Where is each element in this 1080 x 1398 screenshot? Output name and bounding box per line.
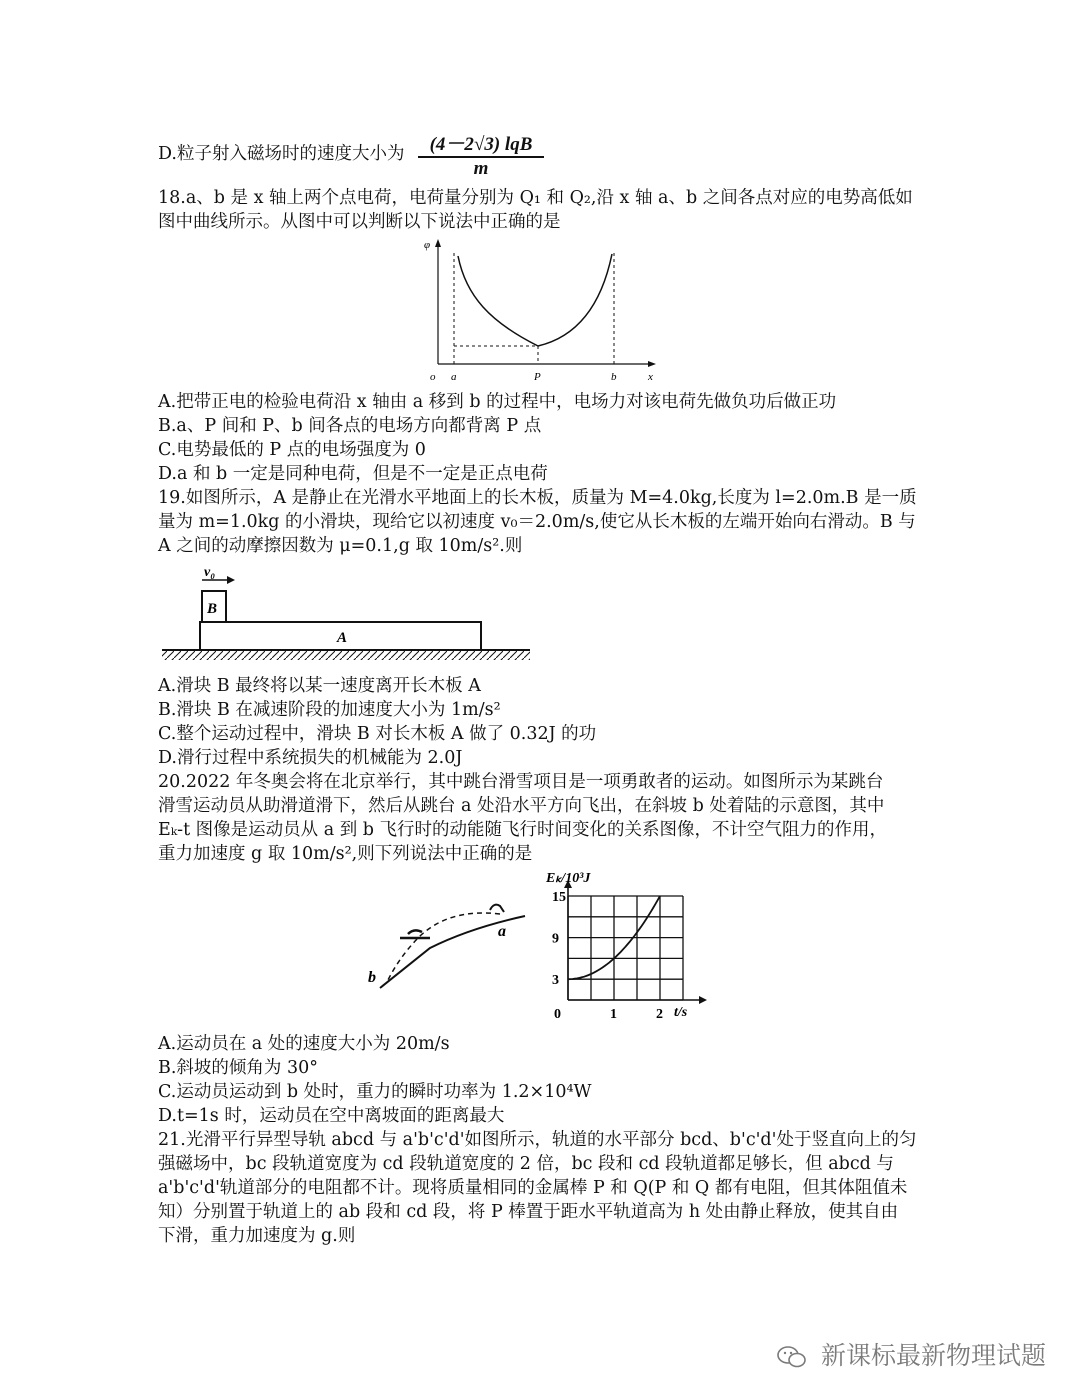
q19-stem-line-3: A 之间的动摩擦因数为 μ=0.1,g 取 10m/s².则 (158, 536, 523, 556)
q19-board-a-label: A (337, 630, 348, 646)
q19-option-c: C.整个运动过程中，滑块 B 对长木板 A 做了 0.32J 的功 (158, 724, 597, 744)
q19-block-b-label: B (207, 601, 218, 617)
q18-potential-figure (420, 234, 670, 386)
q21-line-4: 知）分别置于轨道上的 ab 段和 cd 段，将 P 棒置于距水平轨道高为 h 处由静止释放，使其自由 (158, 1202, 899, 1222)
q19-v0-label: v₀ (204, 565, 216, 580)
q20-ek-t-chart (538, 864, 708, 1024)
q18-a-label: a (451, 371, 457, 383)
q20-ski-sketch (360, 888, 540, 996)
q18-stem-line-1: 18.a、b 是 x 轴上两个点电荷，电荷量分别为 Q₁ 和 Q₂,沿 x 轴 a、b 之间各点对应的电势高低如 (158, 188, 913, 208)
q20-option-c: C.运动员运动到 b 处时，重力的瞬时功率为 1.2×10⁴W (158, 1082, 592, 1102)
q19-option-a: A.滑块 B 最终将以某一速度离开长木板 A (158, 676, 481, 696)
q21-line-1: 21.光滑平行异型导轨 abcd 与 a'b'c'd'如图所示，轨道的水平部分 bcd、b'c'd'处于竖直向上的匀 (158, 1130, 917, 1150)
q20-stem-line-4: 重力加速度 g 取 10m/s²,则下列说法中正确的是 (158, 844, 533, 864)
q19-stem-line-1: 19.如图所示，A 是静止在光滑水平地面上的长木板，质量为 M=4.0kg,长度为 l=2.0m.B 是一质 (158, 488, 917, 508)
q21-line-3: a'b'c'd'轨道部分的电阻都不计。现将质量相同的金属棒 P 和 Q(P 和 Q 都有电阻，但其体阻值未 (158, 1178, 908, 1198)
q20-point-a: a (498, 923, 506, 940)
q20-stem-line-2: 滑雪运动员从助滑道滑下，然后从跳台 a 处沿水平方向飞出，在斜坡 b 处着陆的示意图，其中 (158, 796, 885, 816)
q20-option-d: D.t=1s 时，运动员在空中离坡面的距离最大 (158, 1106, 505, 1126)
q20-option-b: B.斜坡的倾角为 30° (158, 1058, 319, 1078)
fraction-numerator: (4－2√3) lqB (418, 134, 544, 158)
q18-option-a: A.把带正电的检验电荷沿 x 轴由 a 移到 b 的过程中，电场力对该电荷先做负功后做正功 (158, 392, 837, 412)
q19-option-b: B.滑块 B 在减速阶段的加速度大小为 1m/s² (158, 700, 501, 720)
x-axis-arrow (699, 996, 707, 1004)
y-tick-label: 15 (552, 890, 566, 905)
q19-stem-line-2: 量为 m=1.0kg 的小滑块，现给它以初速度 v₀＝2.0m/s,使它从长木板的左端开始向右滑动。B 与 (158, 512, 916, 532)
q18-option-d: D.a 和 b 一定是同种电荷，但是不一定是正点电荷 (158, 464, 548, 484)
q20-stem-line-1: 20.2022 年冬奥会将在北京举行，其中跳台滑雪项目是一项勇敢者的运动。如图所示为某跳台 (158, 772, 884, 792)
q18-origin-label: o (430, 371, 436, 383)
q19-option-d: D.滑行过程中系统损失的机械能为 2.0J (158, 748, 463, 768)
q18-option-c: C.电势最低的 P 点的电场强度为 0 (158, 440, 426, 460)
q19-board-figure (160, 560, 532, 668)
watermark (777, 1336, 1046, 1372)
q18-option-b: B.a、P 间和 P、b 间各点的电场方向都背离 P 点 (158, 416, 542, 436)
q20-point-b: b (368, 969, 376, 986)
q18-y-axis-label: φ (424, 239, 431, 251)
q17-option-d (158, 142, 404, 166)
chart-axes (564, 880, 707, 1004)
x-tick-label: 0 (554, 1007, 561, 1022)
q20-y-axis-label: Eₖ/10³J (546, 871, 591, 886)
x-tick-label: 1 (610, 1007, 617, 1022)
q20-stem-line-3: Eₖ-t 图像是运动员从 a 到 b 飞行时的动能随飞行时间变化的关系图像，不计空气阻力的作用， (158, 820, 888, 840)
q18-p-label: P (534, 371, 541, 383)
wechat-icon (777, 1346, 807, 1368)
x-tick-label: 2 (656, 1007, 663, 1022)
q17-option-d-fraction (418, 134, 544, 180)
q20-option-a: A.运动员在 a 处的速度大小为 20m/s (158, 1034, 450, 1054)
q17-option-d-text: D.粒子射入磁场时的速度大小为 (158, 144, 405, 164)
q18-b-label: b (611, 371, 617, 383)
q20-x-axis-label: t/s (674, 1005, 688, 1020)
watermark-text: 新课标最新物理试题 (820, 1341, 1046, 1370)
q18-stem-line-2: 图中曲线所示。从图中可以判断以下说法中正确的是 (158, 212, 561, 232)
fraction-denominator: m (473, 158, 489, 179)
q18-x-axis-label: x (648, 371, 653, 383)
q21-line-2: 强磁场中，bc 段轨道宽度为 cd 段轨道宽度的 2 倍，bc 段和 cd 段轨道都足够长，但 abcd 与 (158, 1154, 894, 1174)
q21-line-5: 下滑，重力加速度为 g.则 (158, 1226, 356, 1246)
y-tick-label: 9 (552, 931, 559, 947)
y-tick-label: 3 (552, 973, 559, 989)
